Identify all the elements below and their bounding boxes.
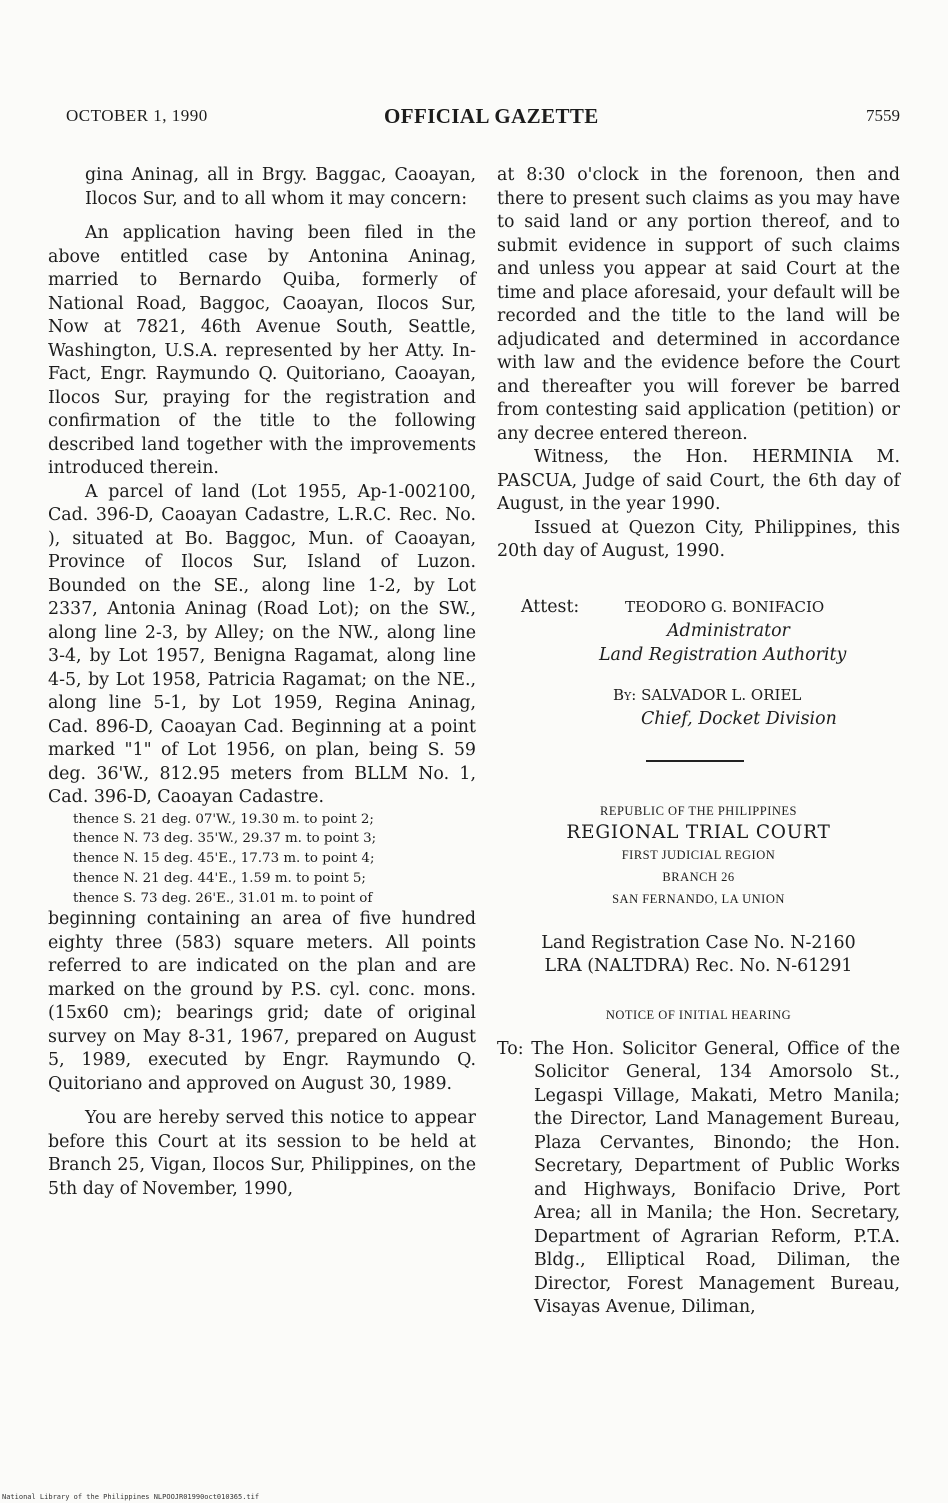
by-block	[497, 684, 900, 734]
attest-name: TEODORO G. BONIFACIO	[625, 597, 825, 616]
bearings-list	[48, 810, 476, 909]
publication-title: OFFICIAL GAZETTE	[384, 104, 599, 128]
scan-footer: National Library of the Philippines NLPOOJR01990oct010365.tif	[2, 1493, 260, 1501]
issue-date: OCTOBER 1, 1990	[66, 106, 208, 125]
record-number: LRA (NALTDRA) Rec. No. N-61291	[544, 955, 853, 976]
claims-paragraph: at 8:30 o'clock in the forenoon, then and there to present such claims as you may have to said land or any portion thereof, and to submit evidence in support of such claims and unless you appear at said Court at the time and place aforesaid, your default will be recorded and the title to the land will be adjudicated and determined in accordance with law and the evidence before the Court and thereafter you will forever be barred from contesting said application (petition) or any decree entered thereon.	[497, 165, 900, 444]
survey-paragraph: beginning containing an area of five hundred eighty three (583) square meters. All points referred to are indicated on the plan and are marked on the ground by P.S. cyl. conc. mons. (15x60 cm); bearings grid; date of original survey on May 8-31, 1967, prepared on August 5, 1989, executed by Engr. Raymundo Q. Quitoriano and approved on August 30, 1989.	[48, 909, 476, 1094]
bearing-line: thence N. 15 deg. 45'E., 17.73 m. to point 4;	[73, 851, 375, 867]
republic-line: REPUBLIC OF THE PHILIPPINES	[600, 803, 797, 818]
court-heading	[497, 800, 900, 910]
attest-label: Attest:	[521, 596, 580, 617]
bearing-line: thence N. 21 deg. 44'E., 1.59 m. to point 5;	[73, 870, 366, 886]
issued-paragraph: Issued at Quezon City, Philippines, this 20th day of August, 1990.	[497, 517, 900, 561]
bearing-line: thence N. 73 deg. 35'W., 29.37 m. to point 3;	[73, 831, 377, 847]
bearing-line: thence S. 73 deg. 26'E., 31.01 m. to point of	[73, 890, 373, 906]
page-header	[66, 104, 900, 132]
attest-title: Administrator	[667, 620, 790, 641]
attest-agency: Land Registration Authority	[599, 644, 847, 665]
notice-heading: NOTICE OF INITIAL HEARING	[605, 1007, 792, 1022]
by-name: By: SALVADOR L. ORIEL	[613, 685, 802, 704]
attest-block	[497, 596, 900, 676]
case-numbers	[497, 932, 900, 978]
application-paragraph: An application having been filed in the above entitled case by Antonina Aninag, married to Bernardo Quiba, formerly of National Road, Baggoc, Caoayan, Ilocos Sur, Now at 7821, 46th Avenue South, Seattle, Washington, U.S.A. represented by her Atty. In-Fact, Engr. Raymundo Q. Quitoriano, Caoayan, Ilocos Sur, praying for the registration and confirmation of the title to the following described land together with the improvements introduced therein.	[48, 223, 476, 478]
land-description-paragraph: A parcel of land (Lot 1955, Ap-1-002100, Cad. 396-D, Caoayan Cadastre, L.R.C. Rec. No. ), situated at Bo. Baggoc, Mun. of Caoayan, Province of Ilocos Sur, Island of Luzon. Bounded on the SE., along line 1-2, by Lot 2337, Antonia Aninag (Road Lot); on the SW., along line 2-3, by Alley; on the NW., along line 3-4, by Lot 1957, Benigna Ragamat, along line 4-5, by Lot 1958, Patricia Ragamat; on the NE., along line 5-1, by Lot 1959, Regina Aninag, Cad. 896-D, Caoayan Cad. Beginning at a point marked "1" of Lot 1956, on plan, being S. 59 deg. 36'W., 812.95 meters from BLLM No. 1, Cad. 396-D, Caoayan Cadastre.	[48, 481, 476, 807]
addressee-continuation: gina Aninag, all in Brgy. Baggac, Caoayan, Ilocos Sur, and to all whom it may concern:	[85, 165, 476, 209]
place-line: SAN FERNANDO, LA UNION	[612, 891, 785, 906]
right-column	[497, 164, 900, 1320]
witness-paragraph: Witness, the Hon. HERMINIA M. PASCUA, Judge of said Court, the 6th day of August, in the year 1990.	[497, 447, 900, 514]
section-divider	[646, 760, 744, 762]
court-name: REGIONAL TRIAL COURT	[566, 821, 831, 843]
bearing-line: thence S. 21 deg. 07'W., 19.30 m. to point 2;	[73, 811, 374, 827]
page-number: 7559	[866, 106, 900, 125]
case-number: Land Registration Case No. N-2160	[541, 932, 856, 953]
notice-served-paragraph: You are hereby served this notice to appear before this Court at its session to be held at Branch 25, Vigan, Ilocos Sur, Philippines, on the 5th day of November, 1990,	[48, 1108, 476, 1199]
to-addressees: To: The Hon. Solicitor General, Office of the Solicitor General, 134 Amorsolo St., Legaspi Village, Makati, Metro Manila; the Director, Land Management Bureau, Plaza Cervantes, Binondo; the Hon. Secretary, Department of Public Works and Highways, Bonifacio Drive, Port Area; all in Manila; the Hon. Secretary, Department of Agrarian Reform, P.T.A. Bldg., Elliptical Road, Diliman, the Director, Forest Management Bureau, Visayas Avenue, Diliman,	[497, 1038, 900, 1317]
by-title: Chief, Docket Division	[641, 708, 837, 729]
left-column	[48, 164, 476, 1201]
region-line: FIRST JUDICIAL REGION	[621, 847, 776, 862]
branch-line: BRANCH 26	[662, 869, 735, 884]
